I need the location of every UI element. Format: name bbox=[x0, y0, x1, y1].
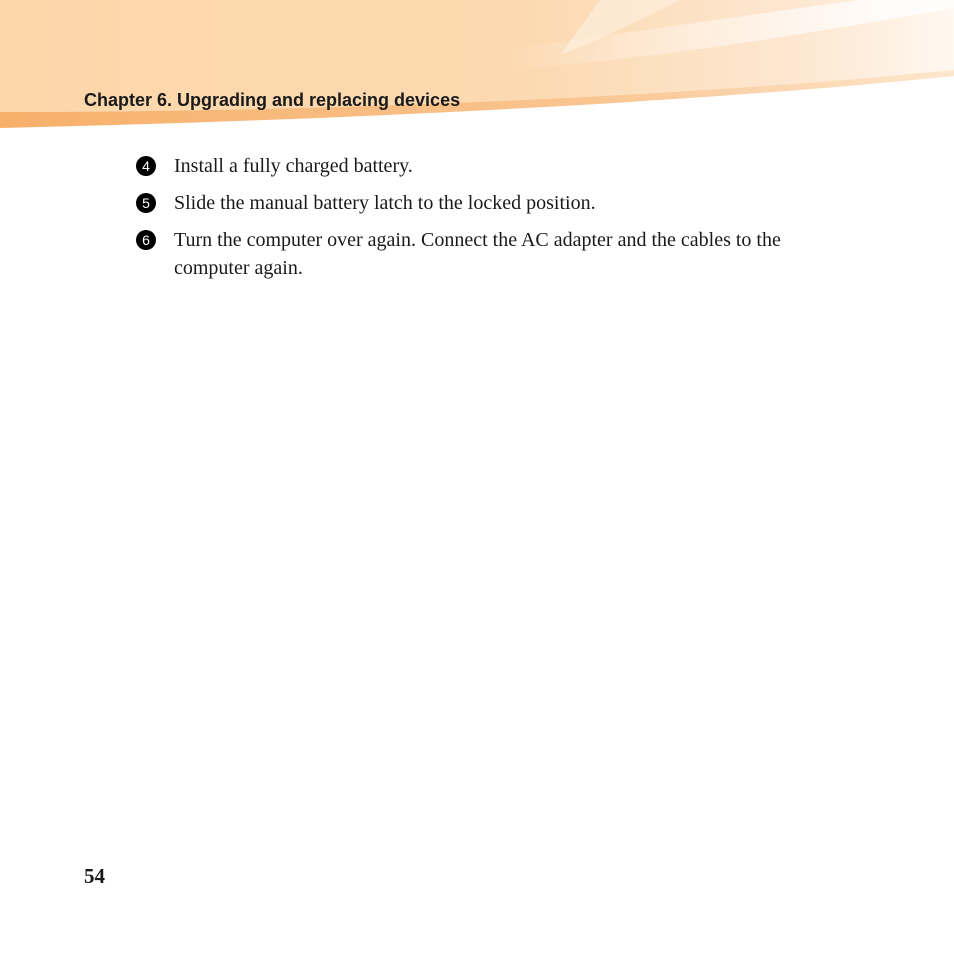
step-item bbox=[136, 226, 856, 282]
chapter-title: Chapter 6. Upgrading and replacing devices bbox=[84, 90, 461, 110]
step-text: Slide the manual battery latch to the locked position. bbox=[174, 192, 596, 214]
page-number: 54 bbox=[84, 864, 105, 888]
step-item bbox=[136, 189, 856, 217]
step-item bbox=[136, 152, 856, 180]
step-number-badge: 6 bbox=[136, 230, 156, 250]
step-text: Turn the computer over again. Connect the AC adapter and the cables to the computer again. bbox=[174, 229, 781, 279]
step-text: Install a fully charged battery. bbox=[174, 155, 413, 177]
step-number-badge: 4 bbox=[136, 156, 156, 176]
step-list bbox=[136, 152, 856, 291]
step-number-badge: 5 bbox=[136, 193, 156, 213]
